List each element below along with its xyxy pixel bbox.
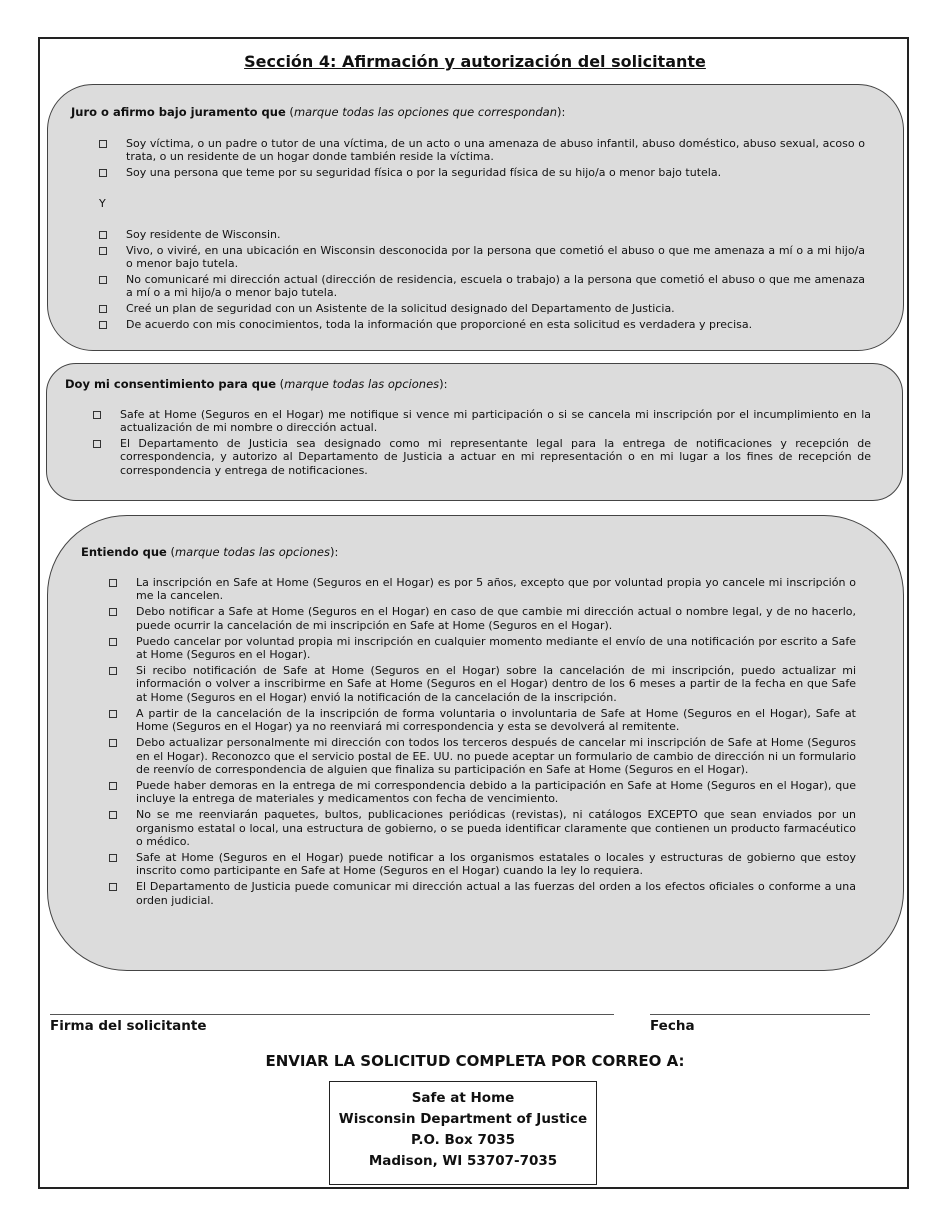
sworn-heading-bold: Juro o afirmo bajo juramento que [71,105,286,119]
understand-item-text: Debo notificar a Safe at Home (Seguros en el Hogar) en caso de que cambie mi dirección actual o nombre legal, y de no hacerlo, puede ocurrir la cancelación de mi inscripción en Safe at Home (Seguros en el Hogar). [136,605,856,632]
applicant-signature-label: Firma del solicitante [50,1018,207,1034]
checkbox[interactable] [99,276,107,284]
understand-item [109,707,856,734]
address-line: Madison, WI 53707-7035 [368,1153,558,1169]
understand-item [109,664,856,704]
checkbox[interactable] [109,638,117,646]
sworn-item [99,228,865,241]
checkbox[interactable] [99,140,107,148]
sworn-item [99,244,865,271]
checkbox[interactable] [109,883,117,891]
consent-item [93,437,871,477]
understand-heading-bold: Entiendo que [81,545,167,559]
sworn-group-2-list [99,228,865,334]
signature-line[interactable] [50,1014,614,1015]
address-line: P.O. Box 7035 [410,1132,516,1148]
understand-item-text: El Departamento de Justicia puede comunicar mi dirección actual a las fuerzas del orden a los efectos oficiales o conforme a una orden judicial. [136,880,856,907]
understand-item [109,576,856,603]
address-line: Wisconsin Department of Justice [338,1111,588,1127]
checkbox[interactable] [109,854,117,862]
checkbox[interactable] [109,782,117,790]
checkbox[interactable] [99,321,107,329]
consent-heading-instructions: marque todas las opciones [284,377,440,391]
understand-list [109,576,856,910]
address-line: Safe at Home [411,1090,515,1106]
understand-item-text: La inscripción en Safe at Home (Seguros en el Hogar) es por 5 años, excepto que por voluntad propia yo cancele mi inscripción o me la cancelen. [136,576,856,603]
checkbox[interactable] [99,231,107,239]
checkbox[interactable] [109,710,117,718]
consent-item-text: Safe at Home (Seguros en el Hogar) me notifique si vence mi participación o si se cancela mi inscripción por el incumplimiento en la actualización de mi nombre o dirección actual. [120,408,871,435]
understand-item [109,736,856,776]
understand-item [109,808,856,848]
understand-item [109,605,856,632]
understand-item [109,779,856,806]
checkbox[interactable] [109,811,117,819]
sworn-item-text: No comunicaré mi dirección actual (dirección de residencia, escuela o trabajo) a la persona que cometió el abuso o que me amenaza a mí o a mi hijo/a o menor bajo tutela. [126,272,865,300]
checkbox[interactable] [99,247,107,255]
checkbox[interactable] [99,169,107,177]
sworn-item-text: Soy residente de Wisconsin. [126,228,281,241]
sworn-item [99,166,865,179]
and-connector: Y [99,197,106,210]
understand-heading-instructions: marque todas las opciones [174,545,330,559]
checkbox[interactable] [99,305,107,313]
mail-instructions-heading: ENVIAR LA SOLICITUD COMPLETA POR CORREO A: [265,1052,685,1070]
understand-item [109,880,856,907]
mailing-address-box [329,1081,597,1185]
understand-heading: Entiendo que (marque todas las opciones): [81,545,339,559]
sworn-item [99,318,865,331]
consent-item-text: El Departamento de Justicia sea designado como mi representante legal para la entrega de notificaciones y recepción de correspondencia, y autorizo al Departamento de Justicia a actuar en mi representación o en mi lugar a los fines de recepción de correspondencia y entrega de notificaciones. [120,437,871,477]
date-line[interactable] [650,1014,870,1015]
sworn-item [99,137,865,164]
understand-item-text: Safe at Home (Seguros en el Hogar) puede notificar a los organismos estatales o locales y estructuras de gobierno que estoy inscrito como participante en Safe at Home (Seguros en el Hogar) cuando la ley lo requiera. [136,851,856,878]
consent-list [93,408,871,479]
checkbox[interactable] [93,440,101,448]
understand-item-text: Debo actualizar personalmente mi dirección con todos los terceros después de cancelar mi inscripción de Safe at Home (Seguros en el Hogar). Reconozco que el servicio postal de EE. UU. no puede aceptar un formulario de cambio de dirección ni un formulario de reenvío de correspondencia de alguien que finaliza su participación en Safe at Home (Seguros en el Hogar). [136,736,856,776]
understand-item-text: No se me reenviarán paquetes, bultos, publicaciones periódicas (revistas), ni catálogos EXCEPTO que sean enviados por un organismo estatal o local, una estructura de gobierno, o se pueda identificar claramente que contienen un producto farmacéutico o médico. [136,808,856,848]
sworn-item [99,273,865,300]
sworn-item-text: Creé un plan de seguridad con un Asistente de la solicitud designado del Departamento de Justicia. [126,301,675,315]
understand-item-text: A partir de la cancelación de la inscripción de forma voluntaria o involuntaria de Safe at Home (Seguros en el Hogar), Safe at Home (Seguros en el Hogar) ya no reenviará mi correspondencia y esta se devolverá al remitente. [136,706,856,734]
sworn-item-text: Vivo, o viviré, en una ubicación en Wisconsin desconocida por la persona que cometió el abuso o que me amenaza a mí o a mi hijo/a o menor bajo tutela. [126,243,865,271]
sworn-item-text: De acuerdo con mis conocimientos, toda la información que proporcioné en esta solicitud es verdadera y precisa. [126,317,753,331]
understand-item [109,851,856,878]
checkbox[interactable] [109,739,117,747]
checkbox[interactable] [109,608,117,616]
date-label: Fecha [650,1018,695,1034]
checkbox[interactable] [93,411,101,419]
understand-item-text: Puedo cancelar por voluntad propia mi inscripción en cualquier momento mediante el envío de una notificación por escrito a Safe at Home (Seguros en el Hogar). [136,634,856,662]
sworn-item [99,302,865,315]
sworn-group-1-list [99,137,865,182]
sworn-heading: Juro o afirmo bajo juramento que (marque todas las opciones que correspondan): [71,105,566,119]
consent-heading: Doy mi consentimiento para que (marque todas las opciones): [65,377,448,391]
checkbox[interactable] [109,667,117,675]
understand-item [109,635,856,662]
sworn-item-text: Soy víctima, o un padre o tutor de una víctima, de un acto o una amenaza de abuso infantil, abuso doméstico, abuso sexual, acoso o trata, o un residente de un hogar donde también reside la víctima. [126,137,865,164]
sworn-item-text: Soy una persona que teme por su seguridad física o por la seguridad física de su hijo/a o menor bajo tutela. [126,166,722,180]
consent-item [93,408,871,435]
consent-heading-bold: Doy mi consentimiento para que [65,377,277,391]
understand-item-text: Si recibo notificación de Safe at Home (Seguros en el Hogar) sobre la cancelación de mi inscripción, puedo actualizar mi información o volver a inscribirme en Safe at Home (Seguros en el Hogar) dentro de los 6 meses a partir de la fecha en que Safe at Home (Seguros en el Hogar) envió la notificación de la cancelación de la inscripción. [136,664,856,704]
understand-item-text: Puede haber demoras en la entrega de mi correspondencia debido a la participación en Safe at Home (Seguros en el Hogar), que incluye la entrega de materiales y medicamentos con fecha de vencimiento. [136,778,856,806]
section-title: Sección 4: Afirmación y autorización del solicitante [244,52,706,71]
checkbox[interactable] [109,579,117,587]
sworn-heading-instructions: marque todas las opciones que correspondan [293,105,558,119]
